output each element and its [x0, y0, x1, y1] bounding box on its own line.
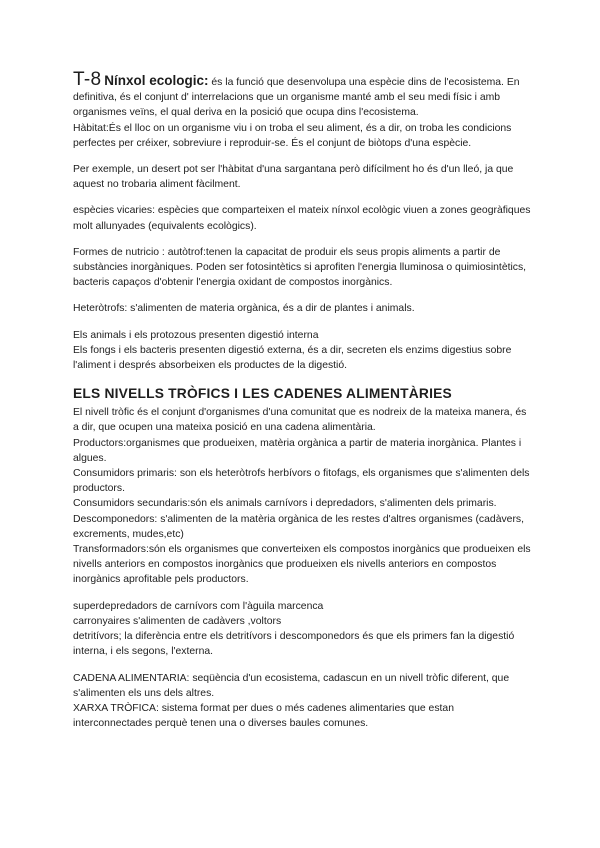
trophic-level-definition: El nivell tròfic és el conjunt d'organismes d'una comunitat que es nodreix de la mateixa manera, és a dir, que ocupen una mateixa posició en una cadena alimentària.: [73, 407, 527, 434]
niche-term: Nínxol ecologic:: [104, 73, 209, 88]
food-chain-definition: CADENA ALIMENTARIA: seqüència d'un ecosistema, cadascun en un nivell tròfic diferent, que s'alimenten els uns dels altres.: [73, 672, 510, 699]
nutrition-paragraph: Formes de nutricio : autòtrof:tenen la capacitat de produir els seus propis aliments a partir de substàncies inorgàniques. Poden ser fotosintètics si aprofiten l'energia lluminosa o quimiosintètics, bacteris capaços d'obtenir l'energia oxidant de compostos inorgànics.: [73, 246, 527, 289]
food-web-definition: XARXA TRÒFICA: sistema format per dues o més cadenes alimentaries que estan interconnectades perquè tenen una o diverses baules comunes.: [73, 702, 454, 730]
internal-digestion-line: Els animals i els protozous presenten digestió interna: [73, 329, 319, 341]
primary-consumers-line: Consumidors primaris: son els heteròtrofs herbívors o fitofags, els organismes que s'alimenten dels productors.: [73, 468, 530, 495]
decomposers-line: Descomponedors: s'alimenten de la matèria orgànica de les restes d'altres organismes (cadàvers, excrements, mudes,etc): [73, 513, 524, 540]
section-heading: ELS NIVELLS TRÒFICS I LES CADENES ALIMENTÀRIES: [73, 386, 452, 402]
heterotrophs-paragraph: Heteròtrofs: s'alimenten de materia orgànica, és a dir de plantes i animals.: [73, 303, 415, 315]
producers-line: Productors:organismes que produeixen, matèria orgànica a partir de materia inorgànica. Plantes i algues.: [73, 437, 522, 464]
topic-code: T-8: [73, 69, 102, 90]
secondary-consumers-line: Consumidors secundaris:són els animals carnívors i depredadors, s'alimenten dels primaris.: [73, 498, 497, 510]
superpredators-line: superdepredadors de carnívors com l'àguila marcenca: [73, 600, 324, 612]
intro-paragraph: [73, 69, 533, 121]
habitat-paragraph: Hàbitat:És el lloc on un organisme viu i on troba el seu aliment, és a dir, on troba les condicions perfectes per créixer, sobreviure i reproduir-se. És el conjunt de biòtops d'una espècie.: [73, 122, 512, 149]
external-digestion-paragraph: Els fongs i els bacteris presenten digestió externa, és a dir, secreten els enzims digestius sobre l'aliment i després absorbeixen els productes de la digestió.: [73, 344, 512, 372]
scavengers-line: carronyaires s'alimenten de cadàvers ,voltors: [73, 615, 282, 627]
niche-definition: és la funció que desenvolupa una espècie dins de l'ecosistema. En definitiva, és el conjunt d' interrelacions que un organisme manté amb el seu medi físic i amb organismes veïns, el qual deriva en la posició que ocupa dins l'ecosistema.: [73, 77, 520, 119]
example-paragraph: Per exemple, un desert pot ser l'hàbitat d'una sargantana però difícilment ho és d'un lleó, ja que aquest no trobaria aliment fàcilment.: [73, 164, 514, 191]
transformers-line: Transformadors:són els organismes que converteixen els compostos inorgànics que produeixen els nivells anteriors en compostos inorgànics que produeixen els nivells anteriors en compostos inorgànics aprofitable pels productors.: [73, 544, 531, 586]
detritivores-line: detritívors; la diferència entre els detritívors i descomponedors és que els primers fan la digestió interna, i els segons, l'externa.: [73, 631, 515, 658]
vicarious-species-paragraph: espècies vicaries: espècies que comparteixen el mateix nínxol ecològic viuen a zones geogràfiques molt allunyades (equivalents ecològics).: [73, 205, 531, 232]
document-body: [73, 69, 533, 731]
